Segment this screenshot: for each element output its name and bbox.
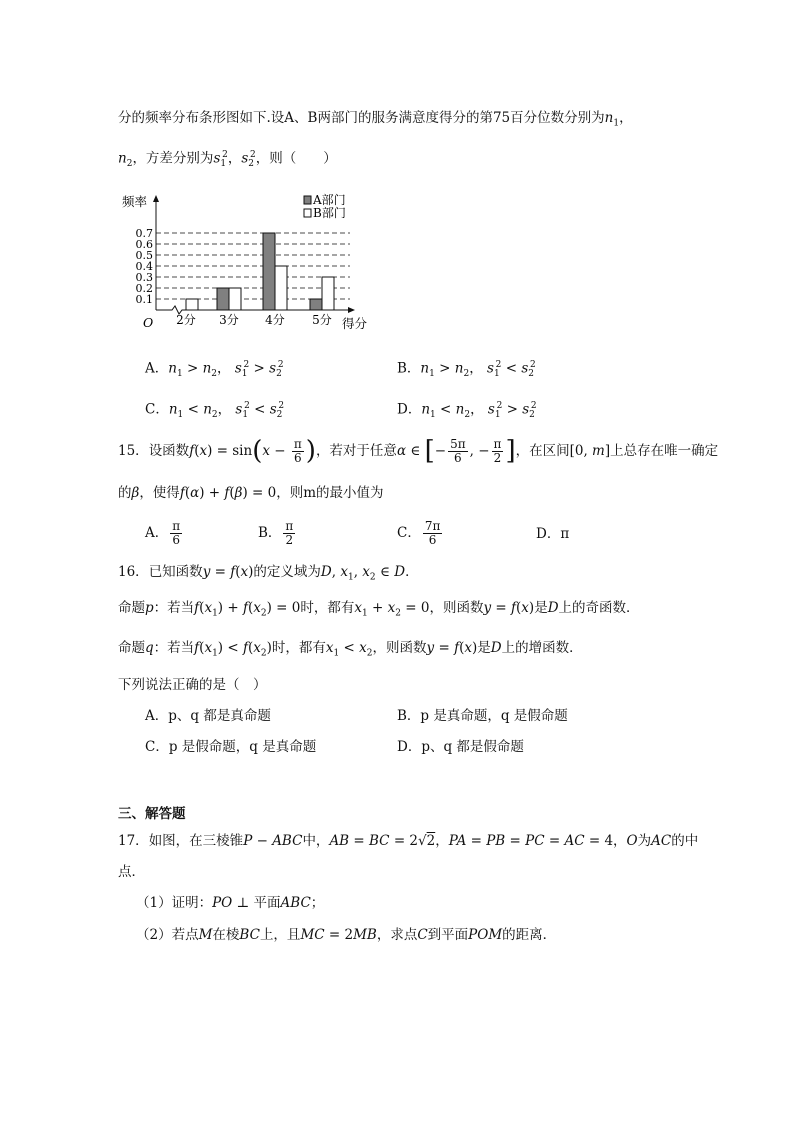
q15-line1: 15．设函数f(x) = sin(x − $\frac{\pi}{6}$ )，若对于任意α ∈ [− $\frac{5\pi}{6}$ , − $\frac{\pi}{2}$ ]，在区间[0, m]上总存在唯一确定 xyxy=(118,436,719,466)
q15-option-b[interactable]: B． $\frac{\pi}{2}$ xyxy=(258,519,294,548)
legend-swatch xyxy=(304,209,311,217)
legend-swatch xyxy=(304,196,311,204)
y-tick-label: 0.2 xyxy=(135,282,153,295)
q15-line2: 的β，使得f(α) + f(β) = 0，则m的最小值为 xyxy=(118,485,384,501)
x-tick-label: 4分 xyxy=(265,313,285,327)
q17-line1: 17．如图，在三棱锥P − ABC中，AB = BC = 2√2，PA = PB = PC = AC = 4，O为AC的中 xyxy=(118,833,699,849)
q17-sub1: （1）证明：PO ⊥ 平面ABC； xyxy=(136,895,325,911)
y-axis-arrow xyxy=(153,195,159,202)
frequency-bar-chart xyxy=(118,192,378,342)
q16-option-c[interactable]: C．p 是假命题，q 是真命题 xyxy=(145,739,317,755)
bar-b xyxy=(186,299,198,310)
y-tick-label: 0.5 xyxy=(135,249,153,262)
x-axis-arrow xyxy=(348,307,355,313)
q16-option-a[interactable]: A．p、q 都是真命题 xyxy=(145,708,271,724)
legend-label: A部门 xyxy=(313,193,346,207)
y-tick-label: 0.7 xyxy=(135,227,153,240)
bar-b xyxy=(322,277,334,310)
bar-a xyxy=(263,233,275,310)
bar-a xyxy=(217,288,229,310)
q14-option-b[interactable]: B．$n_1 > n_2$， $s_1^2 < s_2^2$ xyxy=(397,360,536,380)
q17-sub2: （2）若点M在棱BC上，且MC = 2MB，求点C到平面POM的距离． xyxy=(136,927,557,943)
q16-ask: 下列说法正确的是（ ） xyxy=(118,677,267,693)
bar-b xyxy=(275,266,287,310)
y-tick-label: 0.4 xyxy=(135,260,153,273)
q16-option-d[interactable]: D．p、q 都是假命题 xyxy=(397,739,524,755)
bar-a xyxy=(310,299,322,310)
q16-option-b[interactable]: B．p 是真命题，q 是假命题 xyxy=(397,708,568,724)
q16-proposition-p: 命题p：若当$f(x_1) + f(x_2) = 0$时，都有$x_1 + x_2 = 0$，则函数y = f(x)是D上的奇函数． xyxy=(118,600,640,619)
q14-option-c[interactable]: C．$n_1 < n_2$， $s_1^2 < s_2^2$ xyxy=(145,401,285,421)
origin-label: O xyxy=(143,315,154,330)
y-tick-label: 0.3 xyxy=(135,271,153,284)
x-tick-label: 2分 xyxy=(176,313,196,327)
q14-option-a[interactable]: A．$n_1 > n_2$， $s_1^2 > s_2^2$ xyxy=(145,360,284,380)
x-tick-label: 5分 xyxy=(312,313,332,327)
y-axis-label: 频率 xyxy=(122,194,148,209)
q14-intro-line2: $n_2$，方差分别为$s_1^2$，$s_2^2$，则（ ） xyxy=(118,150,337,170)
bar-b xyxy=(229,288,241,310)
q15-option-a[interactable]: A． $\frac{\pi}{6}$ xyxy=(145,519,181,548)
q16-proposition-q: 命题q：若当$f(x_1) < f(x_2)$时，都有$x_1 < x_2$，则函数y = f(x)是D上的增函数． xyxy=(118,640,583,659)
q14-intro-line1: 分的频率分布条形图如下.设A、B两部门的服务满意度得分的第75百分位数分别为$n_1$， xyxy=(118,110,633,129)
y-tick-label: 0.1 xyxy=(135,293,153,306)
q14-option-d[interactable]: D．$n_1 < n_2$， $s_1^2 > s_2^2$ xyxy=(397,401,537,421)
q17-line2: 点． xyxy=(118,864,145,880)
x-axis-label: 得分 xyxy=(342,316,368,331)
x-tick-label: 3分 xyxy=(219,313,239,327)
q16-line1: 16．已知函数y = f(x)的定义域为D, $x_1$, $x_2$ ∈ D． xyxy=(118,564,419,583)
legend-label: B部门 xyxy=(313,206,346,220)
section-title: 三、解答题 xyxy=(118,806,186,822)
y-tick-label: 0.6 xyxy=(135,238,153,251)
q15-option-d[interactable]: D．π xyxy=(536,526,570,542)
q15-option-c[interactable]: C． $\frac{7\pi}{6}$ xyxy=(397,519,441,548)
